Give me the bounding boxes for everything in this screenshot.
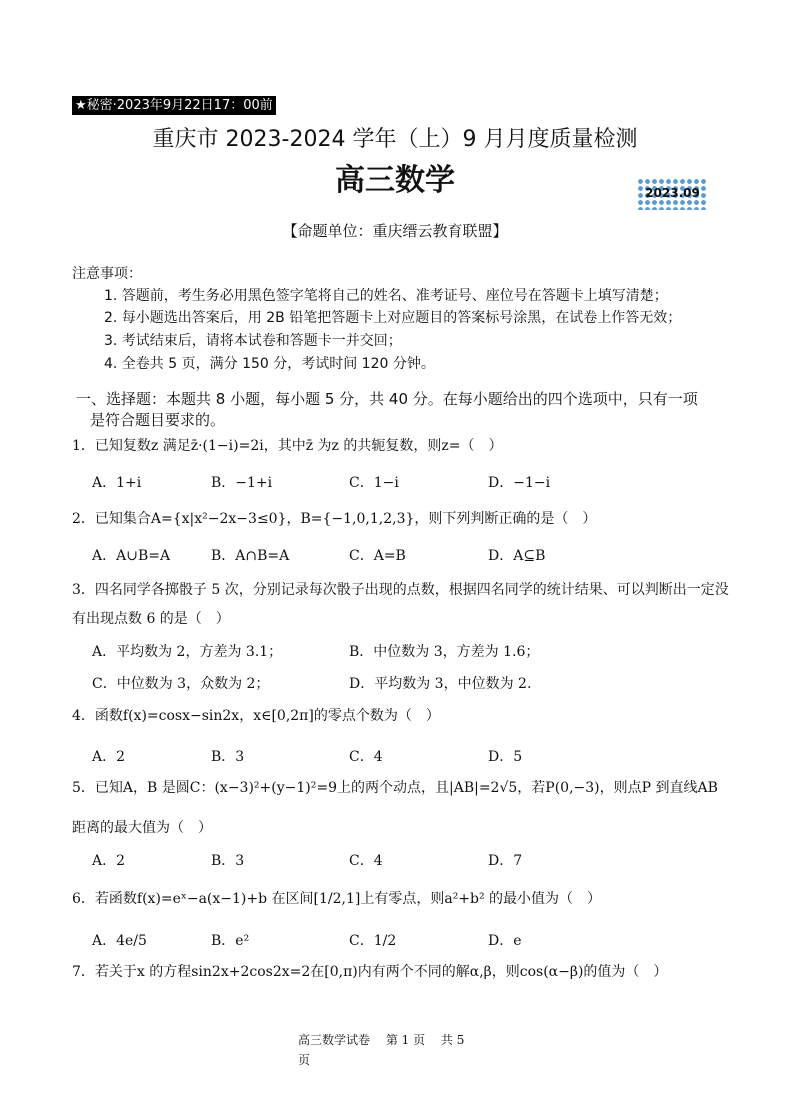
option: A．2 xyxy=(92,853,126,869)
option: D．7 xyxy=(488,853,523,869)
notes-heading: 注意事项： xyxy=(72,266,142,282)
option: B．A∩B=A xyxy=(211,548,290,564)
note-item: 1. 答题前，考生务必用黑色签字笔将自己的姓名、准考证号、座位号在答题卡上填写清楚； xyxy=(104,288,668,304)
section-heading: 一、选择题：本题共 8 小题，每小题 5 分，共 40 分。在每小题给出的四个选项中，只有一项 xyxy=(76,390,698,408)
option: B．e² xyxy=(211,933,250,949)
note-item: 4. 全卷共 5 页，满分 150 分，考试时间 120 分钟。 xyxy=(104,356,435,372)
exam-title: 重庆市 2023-2024 学年（上）9 月月度质量检测 xyxy=(152,127,638,152)
option: B．中位数为 3，方差为 1.6； xyxy=(349,644,540,660)
note-item: 2. 每小题选出答案后，用 2B 铅笔把答题卡上对应题目的答案标号涂黑，在试卷上作答无效； xyxy=(104,310,682,326)
option: C．4 xyxy=(349,853,383,869)
option: C．中位数为 3，众数为 2； xyxy=(92,676,270,692)
option: B．−1+i xyxy=(211,475,273,491)
subject-title: 高三数学 xyxy=(335,163,455,198)
option: D．A⊆B xyxy=(488,548,546,564)
date-badge: 2023.09 xyxy=(637,178,708,210)
question-4: 4．函数f(x)=cosx−sin2x，x∈[0,2π]的零点个数为（ ） xyxy=(72,708,440,724)
question-3-cont: 有出现点数 6 的是（ ） xyxy=(72,611,230,627)
question-6: 6．若函数f(x)=eˣ−a(x−1)+b 在区间[1/2,1]上有零点，则a²+b² 的最小值为（ ） xyxy=(72,891,602,907)
option: A．1+i xyxy=(92,475,142,491)
option: A．A∪B=A xyxy=(92,548,171,564)
author-unit: 【命题单位：重庆缙云教育联盟】 xyxy=(282,222,508,240)
option: D．5 xyxy=(488,749,523,765)
question-1: 1．已知复数z 满足z̄·(1−i)=2i，其中z̄ 为z 的共轭复数，则z=（ ） xyxy=(72,438,503,454)
page-footer: 高三数学试卷 第 1 页 共 5 xyxy=(298,1033,465,1047)
option: A．2 xyxy=(92,749,126,765)
option: B．3 xyxy=(211,749,245,765)
note-item: 3. 考试结束后，请将本试卷和答题卡一并交回； xyxy=(104,333,402,349)
option: A．4e/5 xyxy=(92,933,147,949)
question-5: 5．已知A，B 是圆C：(x−3)²+(y−1)²=9上的两个动点，且|AB|=2√5，若P(0,−3)，则点P 到直线AB xyxy=(72,780,718,796)
option: C．A=B xyxy=(349,548,406,564)
question-2: 2．已知集合A={x|x²−2x−3≤0}，B={−1,0,1,2,3}，则下列判断正确的是（ ） xyxy=(72,511,597,527)
option: D．−1−i xyxy=(488,475,551,491)
option: D．e xyxy=(488,933,522,949)
option: A．平均数为 2，方差为 3.1； xyxy=(92,644,283,660)
option: C．4 xyxy=(349,749,383,765)
question-7: 7．若关于x 的方程sin2x+2cos2x=2在[0,π)内有两个不同的解α,β，则cos(α−β)的值为（ ） xyxy=(72,964,668,980)
option: B．3 xyxy=(211,853,245,869)
option: C．1−i xyxy=(349,475,399,491)
question-3: 3．四名同学各掷骰子 5 次，分别记录每次骰子出现的点数，根据四名同学的统计结果、可以判断出一定没 xyxy=(72,582,729,598)
option: D．平均数为 3，中位数为 2. xyxy=(349,676,532,692)
page-footer-cont: 页 xyxy=(298,1053,311,1067)
section-heading-cont: 是符合题目要求的。 xyxy=(90,411,226,429)
confidential-badge: ★秘密·2023年9月22日17：00前 xyxy=(72,96,276,115)
question-5-cont: 距离的最大值为（ ） xyxy=(72,820,212,836)
option: C．1/2 xyxy=(349,933,397,949)
